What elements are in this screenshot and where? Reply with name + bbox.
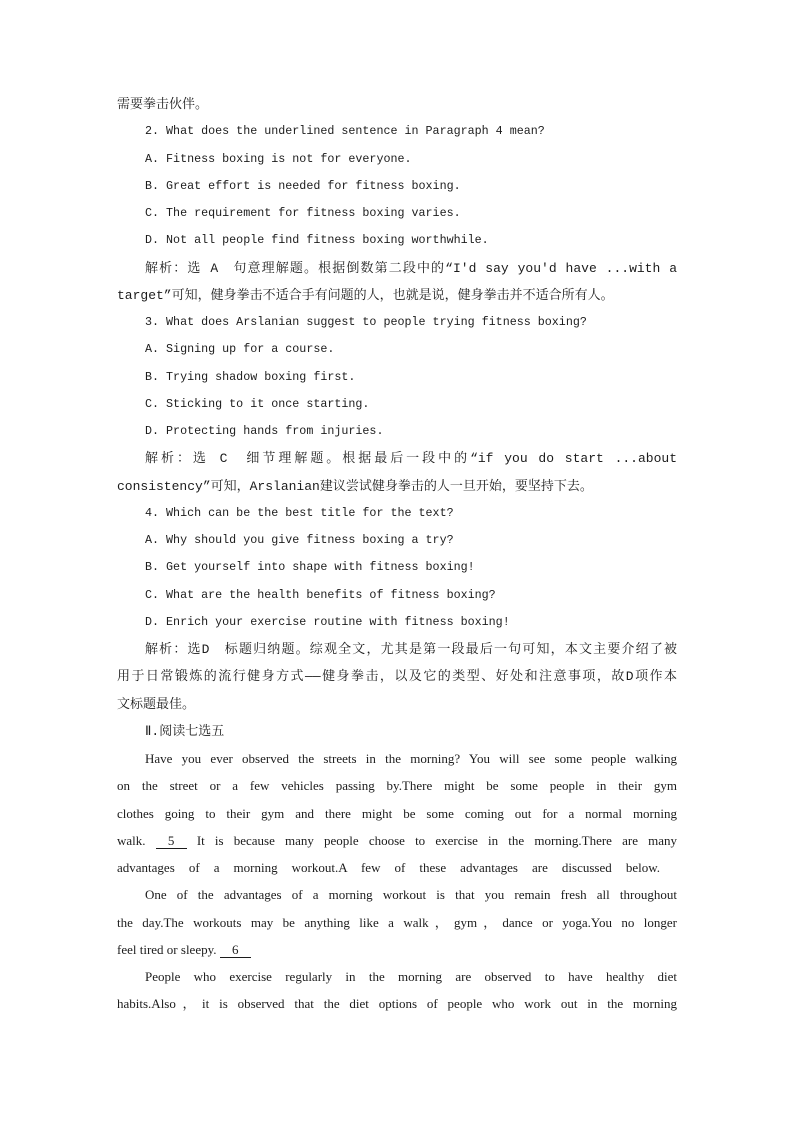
question-option-c: C. The requirement for fitness boxing varies. xyxy=(145,206,461,220)
blank-6: 6 xyxy=(220,942,251,958)
passage-line: clothes going to their gym and there might be some coming out for a normal morning xyxy=(117,805,677,821)
analysis-line: 解析：选D 标题归纳题。综观全文，尤其是第一段最后一句可知，本文主要介绍了被 xyxy=(145,642,677,657)
analysis-line: 文标题最佳。 xyxy=(117,696,196,712)
blank-5: 5 xyxy=(156,833,187,849)
question-4 xyxy=(117,500,677,718)
question-option-a: A. Why should you give fitness boxing a try? xyxy=(145,533,454,547)
question-option-a: A. Fitness boxing is not for everyone. xyxy=(145,151,412,166)
passage-line: People who exercise regularly in the morning are observed to have healthy diet xyxy=(145,969,677,984)
passage-paragraph-1 xyxy=(117,745,677,881)
analysis-line: consistency”可知，Arslanian建议尝试健身拳击的人一旦开始，要坚持下去。 xyxy=(117,478,593,494)
analysis-line: 解析：选 C 细节理解题。根据最后一段中的“if you do start ...about xyxy=(145,451,677,467)
question-option-d: D. Enrich your exercise routine with fitness boxing! xyxy=(145,614,510,629)
question-option-d: D. Protecting hands from injuries. xyxy=(145,424,384,438)
question-2 xyxy=(117,118,677,309)
question-option-c: C. Sticking to it once starting. xyxy=(145,396,370,411)
question-option-b: B. Trying shadow boxing first. xyxy=(145,369,356,384)
passage-line: on the street or a few vehicles passing by.There might be some people in their gym xyxy=(117,778,677,794)
question-option-d: D. Not all people find fitness boxing worthwhile. xyxy=(145,233,489,248)
passage-line: advantages of a morning workout.A few of these advantages are discussed below. xyxy=(117,860,660,875)
passage-line: the day.The workouts may be anything like a walk，gym，dance or yoga.You no longer xyxy=(117,914,677,930)
passage-text: walk. xyxy=(117,832,156,848)
question-option-b: B. Great effort is needed for fitness boxing. xyxy=(145,178,461,193)
question-3 xyxy=(117,309,677,500)
document-body xyxy=(117,91,677,1018)
passage-text: It is because many people choose to exercise in the morning.There are many xyxy=(186,832,677,848)
analysis-line: target”可知，健身拳击不适合手有问题的人，也就是说，健身拳击并不适合所有人。 xyxy=(117,287,614,303)
section-heading: Ⅱ.阅读七选五 xyxy=(145,723,225,739)
question-stem: 4. Which can be the best title for the text? xyxy=(145,505,454,520)
question-option-b: B. Get yourself into shape with fitness boxing! xyxy=(145,560,475,575)
question-option-a: A. Signing up for a course. xyxy=(145,342,335,357)
question-stem: 2. What does the underlined sentence in Paragraph 4 mean? xyxy=(145,124,545,139)
passage-line xyxy=(117,827,677,854)
passage-paragraph-2 xyxy=(117,881,677,963)
passage-line xyxy=(117,936,677,963)
continuation-line: 需要拳击伙伴。 xyxy=(117,97,209,112)
question-option-c: C. What are the health benefits of fitness boxing? xyxy=(145,587,496,602)
passage-line: Have you ever observed the streets in the morning? You will see some people walking xyxy=(145,751,677,766)
passage-paragraph-3 xyxy=(117,963,677,1018)
passage-line: One of the advantages of a morning workout is that you remain fresh all throughout xyxy=(145,887,677,903)
passage-line: habits.Also，it is observed that the diet options of people who work out in the morning xyxy=(117,996,677,1012)
question-stem: 3. What does Arslanian suggest to people trying fitness boxing? xyxy=(145,315,587,329)
analysis-line: 用于日常锻炼的流行健身方式——健身拳击，以及它的类型、好处和注意事项，故D项作本 xyxy=(117,669,677,685)
analysis-line: 解析：选 A 句意理解题。根据倒数第二段中的“I'd say you'd have ...with a xyxy=(145,260,677,276)
passage-text: feel tired or sleepy. xyxy=(117,941,220,957)
